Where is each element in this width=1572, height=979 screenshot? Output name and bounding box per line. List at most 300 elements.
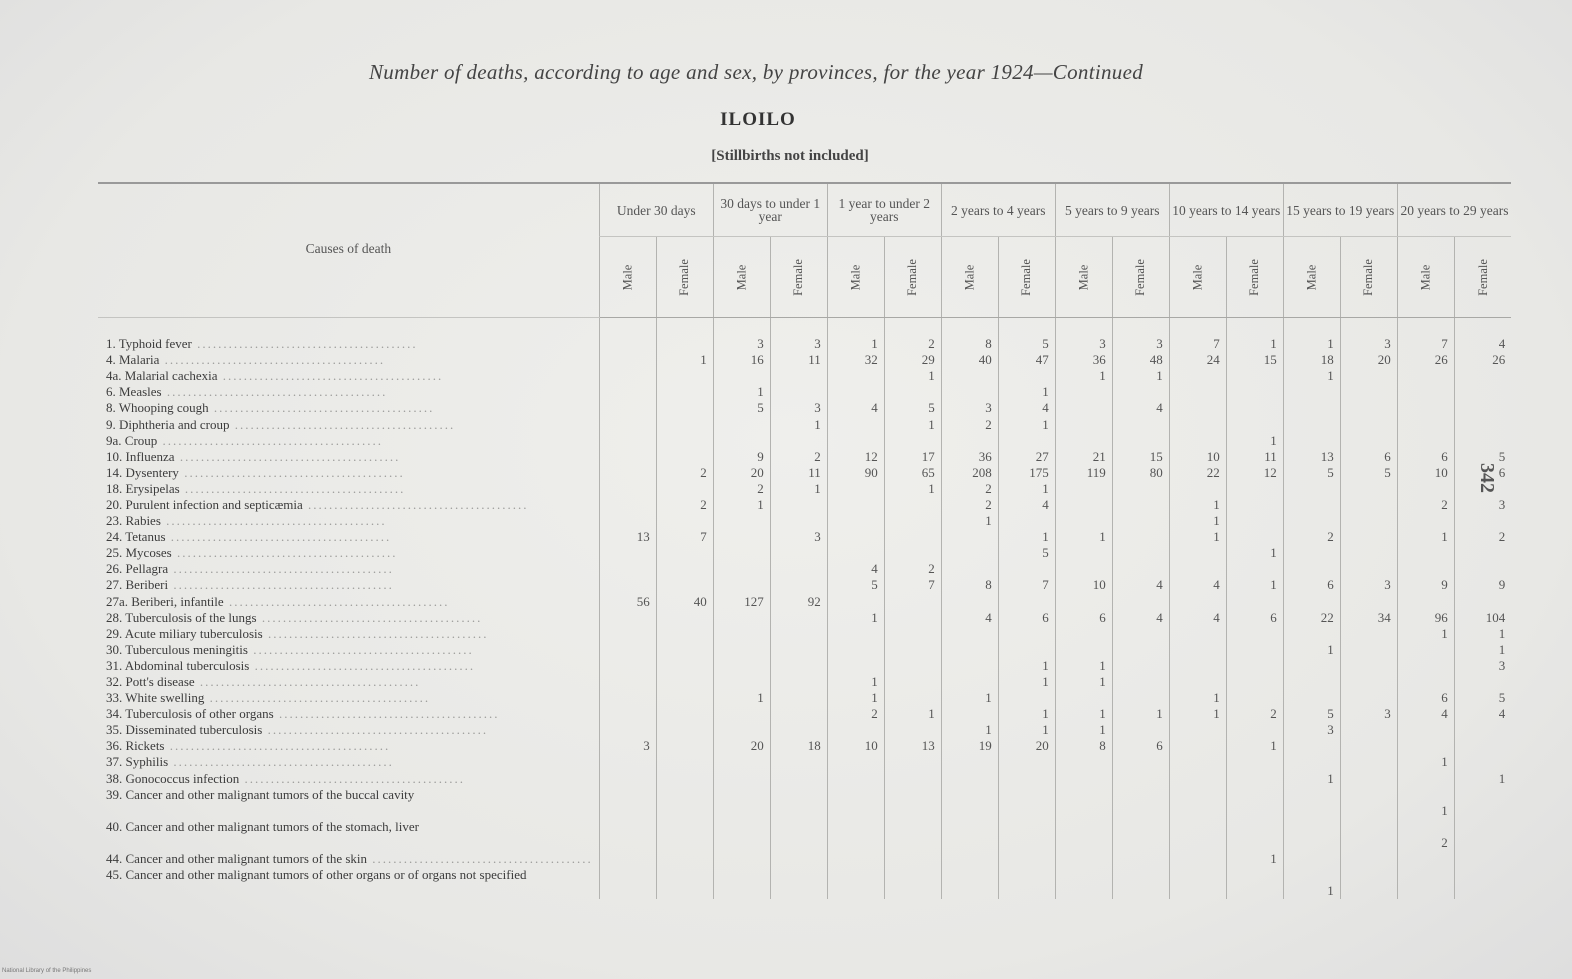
death-count-cell <box>770 642 827 658</box>
cause-of-death: 34. Tuberculosis of other organs .......................................... <box>106 706 500 722</box>
death-count-cell <box>770 771 827 787</box>
death-count-cell <box>1055 819 1112 851</box>
death-count-cell: 7 <box>998 577 1055 593</box>
death-count-cell: 32 <box>827 352 884 368</box>
table-row <box>98 368 1511 384</box>
male-header <box>1397 237 1454 318</box>
death-count-cell <box>884 626 941 642</box>
death-count-cell <box>1397 513 1454 529</box>
death-count-cell: 1 <box>941 513 998 529</box>
death-count-cell: 5 <box>998 318 1055 353</box>
death-count-cell <box>1169 754 1226 770</box>
death-count-cell <box>1397 433 1454 449</box>
death-count-cell <box>1112 690 1169 706</box>
death-count-cell: 1 <box>827 318 884 353</box>
death-count-cell: 1 <box>1226 851 1283 867</box>
death-count-cell <box>1397 384 1454 400</box>
cause-of-death: 31. Abdominal tuberculosis .......................................... <box>106 657 476 673</box>
sex-label: Female <box>905 259 920 296</box>
death-count-cell <box>1283 481 1340 497</box>
death-count-cell <box>1169 867 1226 899</box>
table-row <box>98 513 1511 529</box>
death-count-cell <box>1055 771 1112 787</box>
death-count-cell <box>656 642 713 658</box>
death-count-cell <box>1055 642 1112 658</box>
sex-label: Female <box>1133 259 1148 296</box>
death-count-cell <box>1226 481 1283 497</box>
death-count-cell <box>827 771 884 787</box>
death-count-cell <box>1283 690 1340 706</box>
death-count-cell <box>1169 368 1226 384</box>
table-row <box>98 706 1511 722</box>
cause-of-death: 35. Disseminated tuberculosis .......................................... <box>106 722 489 738</box>
age-group-header: 15 years to 19 years <box>1283 183 1397 237</box>
death-count-cell: 1 <box>1055 674 1112 690</box>
death-count-cell: 1 <box>1112 706 1169 722</box>
death-count-cell <box>884 722 941 738</box>
death-count-cell <box>770 754 827 770</box>
death-count-cell <box>656 658 713 674</box>
death-count-cell <box>1112 497 1169 513</box>
death-count-cell: 3 <box>1454 497 1511 513</box>
death-count-cell: 1 <box>1226 545 1283 561</box>
death-count-cell <box>827 545 884 561</box>
death-count-cell <box>998 561 1055 577</box>
death-count-cell <box>1397 722 1454 738</box>
table-row <box>98 738 1511 754</box>
death-count-cell <box>599 754 656 770</box>
death-count-cell: 2 <box>656 497 713 513</box>
death-count-cell <box>1055 513 1112 529</box>
table-row <box>98 787 1511 819</box>
death-count-cell: 1 <box>1055 722 1112 738</box>
death-count-cell <box>1397 867 1454 899</box>
death-count-cell <box>1226 787 1283 819</box>
death-count-cell: 1 <box>770 416 827 432</box>
death-count-cell <box>1226 529 1283 545</box>
age-group-header: 2 years to 4 years <box>941 183 1055 237</box>
death-count-cell <box>713 513 770 529</box>
death-count-cell <box>998 513 1055 529</box>
death-count-cell <box>1340 851 1397 867</box>
death-count-cell: 3 <box>941 400 998 416</box>
death-count-cell <box>1454 513 1511 529</box>
death-count-cell <box>1112 771 1169 787</box>
death-count-cell <box>1340 867 1397 899</box>
death-count-cell <box>1340 658 1397 674</box>
death-count-cell: 1 <box>1226 318 1283 353</box>
death-count-cell <box>884 754 941 770</box>
death-count-cell <box>1055 561 1112 577</box>
death-count-cell: 22 <box>1283 610 1340 626</box>
death-count-cell: 119 <box>1055 465 1112 481</box>
death-count-cell <box>770 433 827 449</box>
death-count-cell <box>1283 674 1340 690</box>
death-count-cell <box>656 722 713 738</box>
death-count-cell <box>1340 626 1397 642</box>
death-count-cell <box>1340 416 1397 432</box>
table-row <box>98 658 1511 674</box>
death-count-cell <box>599 690 656 706</box>
death-count-cell <box>998 819 1055 851</box>
death-count-cell: 2 <box>1397 497 1454 513</box>
death-count-cell <box>713 626 770 642</box>
death-count-cell <box>1454 416 1511 432</box>
death-count-cell: 3 <box>1454 658 1511 674</box>
death-count-cell <box>599 497 656 513</box>
death-count-cell: 6 <box>1055 610 1112 626</box>
death-count-cell <box>1226 674 1283 690</box>
death-count-cell <box>656 545 713 561</box>
female-header <box>1226 237 1283 318</box>
death-count-cell: 8 <box>941 577 998 593</box>
death-count-cell <box>941 594 998 610</box>
death-count-cell: 4 <box>827 561 884 577</box>
death-count-cell <box>1169 658 1226 674</box>
death-count-cell: 1 <box>998 481 1055 497</box>
death-count-cell <box>1340 481 1397 497</box>
death-count-cell <box>884 819 941 851</box>
table-row <box>98 545 1511 561</box>
death-count-cell: 20 <box>998 738 1055 754</box>
death-count-cell <box>770 545 827 561</box>
death-count-cell <box>827 787 884 819</box>
death-count-cell <box>713 722 770 738</box>
death-count-cell <box>1340 513 1397 529</box>
death-count-cell <box>1283 561 1340 577</box>
death-count-cell <box>599 318 656 353</box>
death-count-cell: 1 <box>1169 497 1226 513</box>
death-count-cell <box>1055 787 1112 819</box>
death-count-cell <box>1397 642 1454 658</box>
death-count-cell <box>1112 867 1169 899</box>
death-count-cell: 5 <box>1454 690 1511 706</box>
death-count-cell: 9 <box>713 449 770 465</box>
death-count-cell <box>1397 481 1454 497</box>
death-count-cell: 4 <box>1112 610 1169 626</box>
death-count-cell: 1 <box>998 706 1055 722</box>
death-count-cell <box>1397 771 1454 787</box>
death-count-cell: 16 <box>713 352 770 368</box>
death-count-cell: 2 <box>1454 529 1511 545</box>
death-count-cell <box>941 867 998 899</box>
male-header <box>599 237 656 318</box>
table-title: Number of deaths, according to age and sex, by provinces, for the year 1924—Continued <box>369 60 1143 84</box>
sex-label: Female <box>1475 259 1490 296</box>
death-count-cell <box>770 690 827 706</box>
death-count-cell: 9 <box>1397 577 1454 593</box>
death-count-cell <box>770 674 827 690</box>
death-count-cell <box>713 754 770 770</box>
death-count-cell <box>1340 384 1397 400</box>
death-count-cell <box>599 384 656 400</box>
death-count-cell: 3 <box>1340 706 1397 722</box>
death-count-cell <box>656 674 713 690</box>
death-count-cell <box>827 867 884 899</box>
death-count-cell: 1 <box>1226 577 1283 593</box>
death-count-cell <box>656 449 713 465</box>
death-count-cell <box>1055 481 1112 497</box>
death-count-cell <box>1112 416 1169 432</box>
death-count-cell <box>1112 754 1169 770</box>
death-count-cell <box>1226 416 1283 432</box>
death-count-cell <box>599 433 656 449</box>
death-count-cell: 40 <box>656 594 713 610</box>
death-count-cell: 13 <box>884 738 941 754</box>
male-header <box>1055 237 1112 318</box>
death-count-cell: 1 <box>1055 368 1112 384</box>
death-count-cell: 1 <box>998 384 1055 400</box>
death-count-cell <box>1283 497 1340 513</box>
death-count-cell <box>1340 738 1397 754</box>
female-header <box>998 237 1055 318</box>
sex-label: Female <box>1019 259 1034 296</box>
death-count-cell <box>599 577 656 593</box>
death-count-cell: 3 <box>770 529 827 545</box>
death-count-cell <box>770 513 827 529</box>
death-count-cell <box>713 787 770 819</box>
cause-of-death: 20. Purulent infection and septicæmia .......................................... <box>106 496 529 512</box>
death-count-cell: 1 <box>1283 867 1340 899</box>
death-count-cell: 3 <box>1112 318 1169 353</box>
death-count-cell <box>713 433 770 449</box>
death-count-cell <box>1112 851 1169 867</box>
death-count-cell <box>1169 594 1226 610</box>
table-row <box>98 384 1511 400</box>
death-count-cell <box>1112 674 1169 690</box>
death-count-cell <box>713 658 770 674</box>
death-count-cell <box>656 416 713 432</box>
death-count-cell <box>1226 754 1283 770</box>
death-count-cell <box>827 658 884 674</box>
death-count-cell <box>1454 545 1511 561</box>
death-count-cell <box>713 545 770 561</box>
death-count-cell <box>1283 513 1340 529</box>
death-count-cell <box>827 642 884 658</box>
death-count-cell <box>941 771 998 787</box>
sex-label: Male <box>1418 264 1433 291</box>
death-count-cell <box>656 706 713 722</box>
death-count-cell <box>1169 722 1226 738</box>
cause-of-death: 27. Beriberi .......................................... <box>106 577 394 593</box>
death-count-cell <box>770 561 827 577</box>
death-count-cell <box>1340 400 1397 416</box>
death-count-cell <box>827 368 884 384</box>
death-count-cell <box>770 384 827 400</box>
death-count-cell <box>1397 545 1454 561</box>
death-count-cell <box>941 658 998 674</box>
death-count-cell <box>941 433 998 449</box>
death-count-cell: 3 <box>713 318 770 353</box>
cause-of-death: 45. Cancer and other malignant tumors of other organs or of organs not specified <box>106 866 527 882</box>
death-count-cell: 4 <box>1112 400 1169 416</box>
death-count-cell: 1 <box>1454 642 1511 658</box>
death-count-cell: 80 <box>1112 465 1169 481</box>
death-count-cell <box>1454 384 1511 400</box>
sex-label: Male <box>620 264 635 291</box>
cause-of-death: 4. Malaria .......................................... <box>106 352 386 368</box>
death-count-cell <box>1283 754 1340 770</box>
death-count-cell <box>1169 545 1226 561</box>
death-count-cell <box>599 400 656 416</box>
death-count-cell <box>713 819 770 851</box>
death-count-cell <box>1169 384 1226 400</box>
table-row <box>98 577 1511 593</box>
page-number: 342 <box>1476 463 1498 493</box>
death-count-cell: 2 <box>827 706 884 722</box>
death-count-cell: 2 <box>1226 706 1283 722</box>
death-count-cell: 1 <box>998 658 1055 674</box>
death-count-cell <box>1283 433 1340 449</box>
death-count-cell <box>1169 771 1226 787</box>
death-count-cell <box>770 706 827 722</box>
death-count-cell: 2 <box>713 481 770 497</box>
death-count-cell: 127 <box>713 594 770 610</box>
death-count-cell <box>998 754 1055 770</box>
death-count-cell <box>713 674 770 690</box>
death-count-cell: 8 <box>941 318 998 353</box>
sex-label: Male <box>962 264 977 291</box>
table-row <box>98 626 1511 642</box>
death-count-cell <box>1226 626 1283 642</box>
table-row <box>98 529 1511 545</box>
table-row <box>98 416 1511 432</box>
death-count-cell <box>713 771 770 787</box>
death-count-cell <box>884 787 941 819</box>
death-count-cell: 22 <box>1169 465 1226 481</box>
death-count-cell <box>1112 513 1169 529</box>
death-count-cell <box>599 513 656 529</box>
death-count-cell: 1 <box>998 674 1055 690</box>
death-count-cell: 21 <box>1055 449 1112 465</box>
death-count-cell: 11 <box>1226 449 1283 465</box>
death-count-cell <box>656 577 713 593</box>
death-count-cell <box>1340 674 1397 690</box>
death-count-cell <box>1169 674 1226 690</box>
death-count-cell <box>884 610 941 626</box>
death-count-cell: 1 <box>1397 626 1454 642</box>
death-count-cell <box>1340 690 1397 706</box>
death-count-cell <box>884 867 941 899</box>
death-count-cell <box>941 626 998 642</box>
table-row <box>98 352 1511 368</box>
death-count-cell <box>884 642 941 658</box>
death-count-cell: 1 <box>656 352 713 368</box>
death-count-cell: 2 <box>941 481 998 497</box>
death-count-cell: 13 <box>1283 449 1340 465</box>
death-count-cell <box>1340 561 1397 577</box>
death-count-cell <box>998 594 1055 610</box>
death-count-cell <box>599 658 656 674</box>
death-count-cell: 10 <box>1169 449 1226 465</box>
death-count-cell <box>941 787 998 819</box>
cause-of-death: 23. Rabies .......................................... <box>106 513 387 529</box>
male-header <box>827 237 884 318</box>
death-count-cell <box>1283 851 1340 867</box>
death-count-cell <box>770 819 827 851</box>
death-count-cell: 3 <box>770 318 827 353</box>
cause-of-death: 18. Erysipelas .......................................... <box>106 480 406 496</box>
death-count-cell: 12 <box>827 449 884 465</box>
death-count-cell <box>998 642 1055 658</box>
death-count-cell <box>1055 497 1112 513</box>
death-count-cell <box>1112 561 1169 577</box>
death-count-cell: 4 <box>998 497 1055 513</box>
death-count-cell <box>1397 400 1454 416</box>
death-count-cell: 10 <box>827 738 884 754</box>
death-count-cell <box>713 642 770 658</box>
death-count-cell: 3 <box>1055 318 1112 353</box>
death-count-cell <box>1340 754 1397 770</box>
female-header <box>884 237 941 318</box>
death-count-cell: 20 <box>713 465 770 481</box>
death-count-cell <box>1340 529 1397 545</box>
deaths-table <box>98 182 1511 899</box>
death-count-cell <box>1340 771 1397 787</box>
male-header <box>941 237 998 318</box>
death-count-cell: 17 <box>884 449 941 465</box>
death-count-cell <box>599 787 656 819</box>
death-count-cell <box>1112 481 1169 497</box>
death-count-cell: 2 <box>884 561 941 577</box>
table-row <box>98 674 1511 690</box>
death-count-cell: 1 <box>1397 787 1454 819</box>
death-count-cell <box>998 851 1055 867</box>
death-count-cell <box>998 771 1055 787</box>
death-count-cell: 1 <box>827 690 884 706</box>
death-count-cell <box>1397 368 1454 384</box>
death-count-cell <box>1340 433 1397 449</box>
death-count-cell <box>713 561 770 577</box>
death-count-cell <box>1169 481 1226 497</box>
death-count-cell <box>1340 722 1397 738</box>
table-note: [Stillbirths not included] <box>711 148 869 164</box>
death-count-cell <box>656 867 713 899</box>
sex-label: Male <box>1190 264 1205 291</box>
death-count-cell <box>941 545 998 561</box>
death-count-cell <box>1283 658 1340 674</box>
death-count-cell: 19 <box>941 738 998 754</box>
death-count-cell: 36 <box>1055 352 1112 368</box>
death-count-cell <box>770 497 827 513</box>
death-count-cell: 13 <box>599 529 656 545</box>
table-row <box>98 851 1511 867</box>
death-count-cell <box>1283 819 1340 851</box>
death-count-cell <box>1454 787 1511 819</box>
death-count-cell: 4 <box>827 400 884 416</box>
death-count-cell <box>1055 400 1112 416</box>
death-count-cell: 10 <box>1397 465 1454 481</box>
death-count-cell <box>599 352 656 368</box>
death-count-cell: 1 <box>1397 529 1454 545</box>
death-count-cell <box>656 400 713 416</box>
death-count-cell <box>941 368 998 384</box>
death-count-cell <box>1226 867 1283 899</box>
death-count-cell: 2 <box>770 449 827 465</box>
death-count-cell <box>1055 594 1112 610</box>
death-count-cell: 11 <box>770 465 827 481</box>
table-row <box>98 754 1511 770</box>
death-count-cell: 3 <box>1340 318 1397 353</box>
death-count-cell <box>1112 384 1169 400</box>
death-count-cell <box>827 722 884 738</box>
death-count-cell <box>656 481 713 497</box>
death-count-cell <box>599 626 656 642</box>
death-count-cell <box>827 626 884 642</box>
death-count-cell: 2 <box>941 416 998 432</box>
death-count-cell: 4 <box>1454 706 1511 722</box>
death-count-cell: 5 <box>1454 449 1511 465</box>
